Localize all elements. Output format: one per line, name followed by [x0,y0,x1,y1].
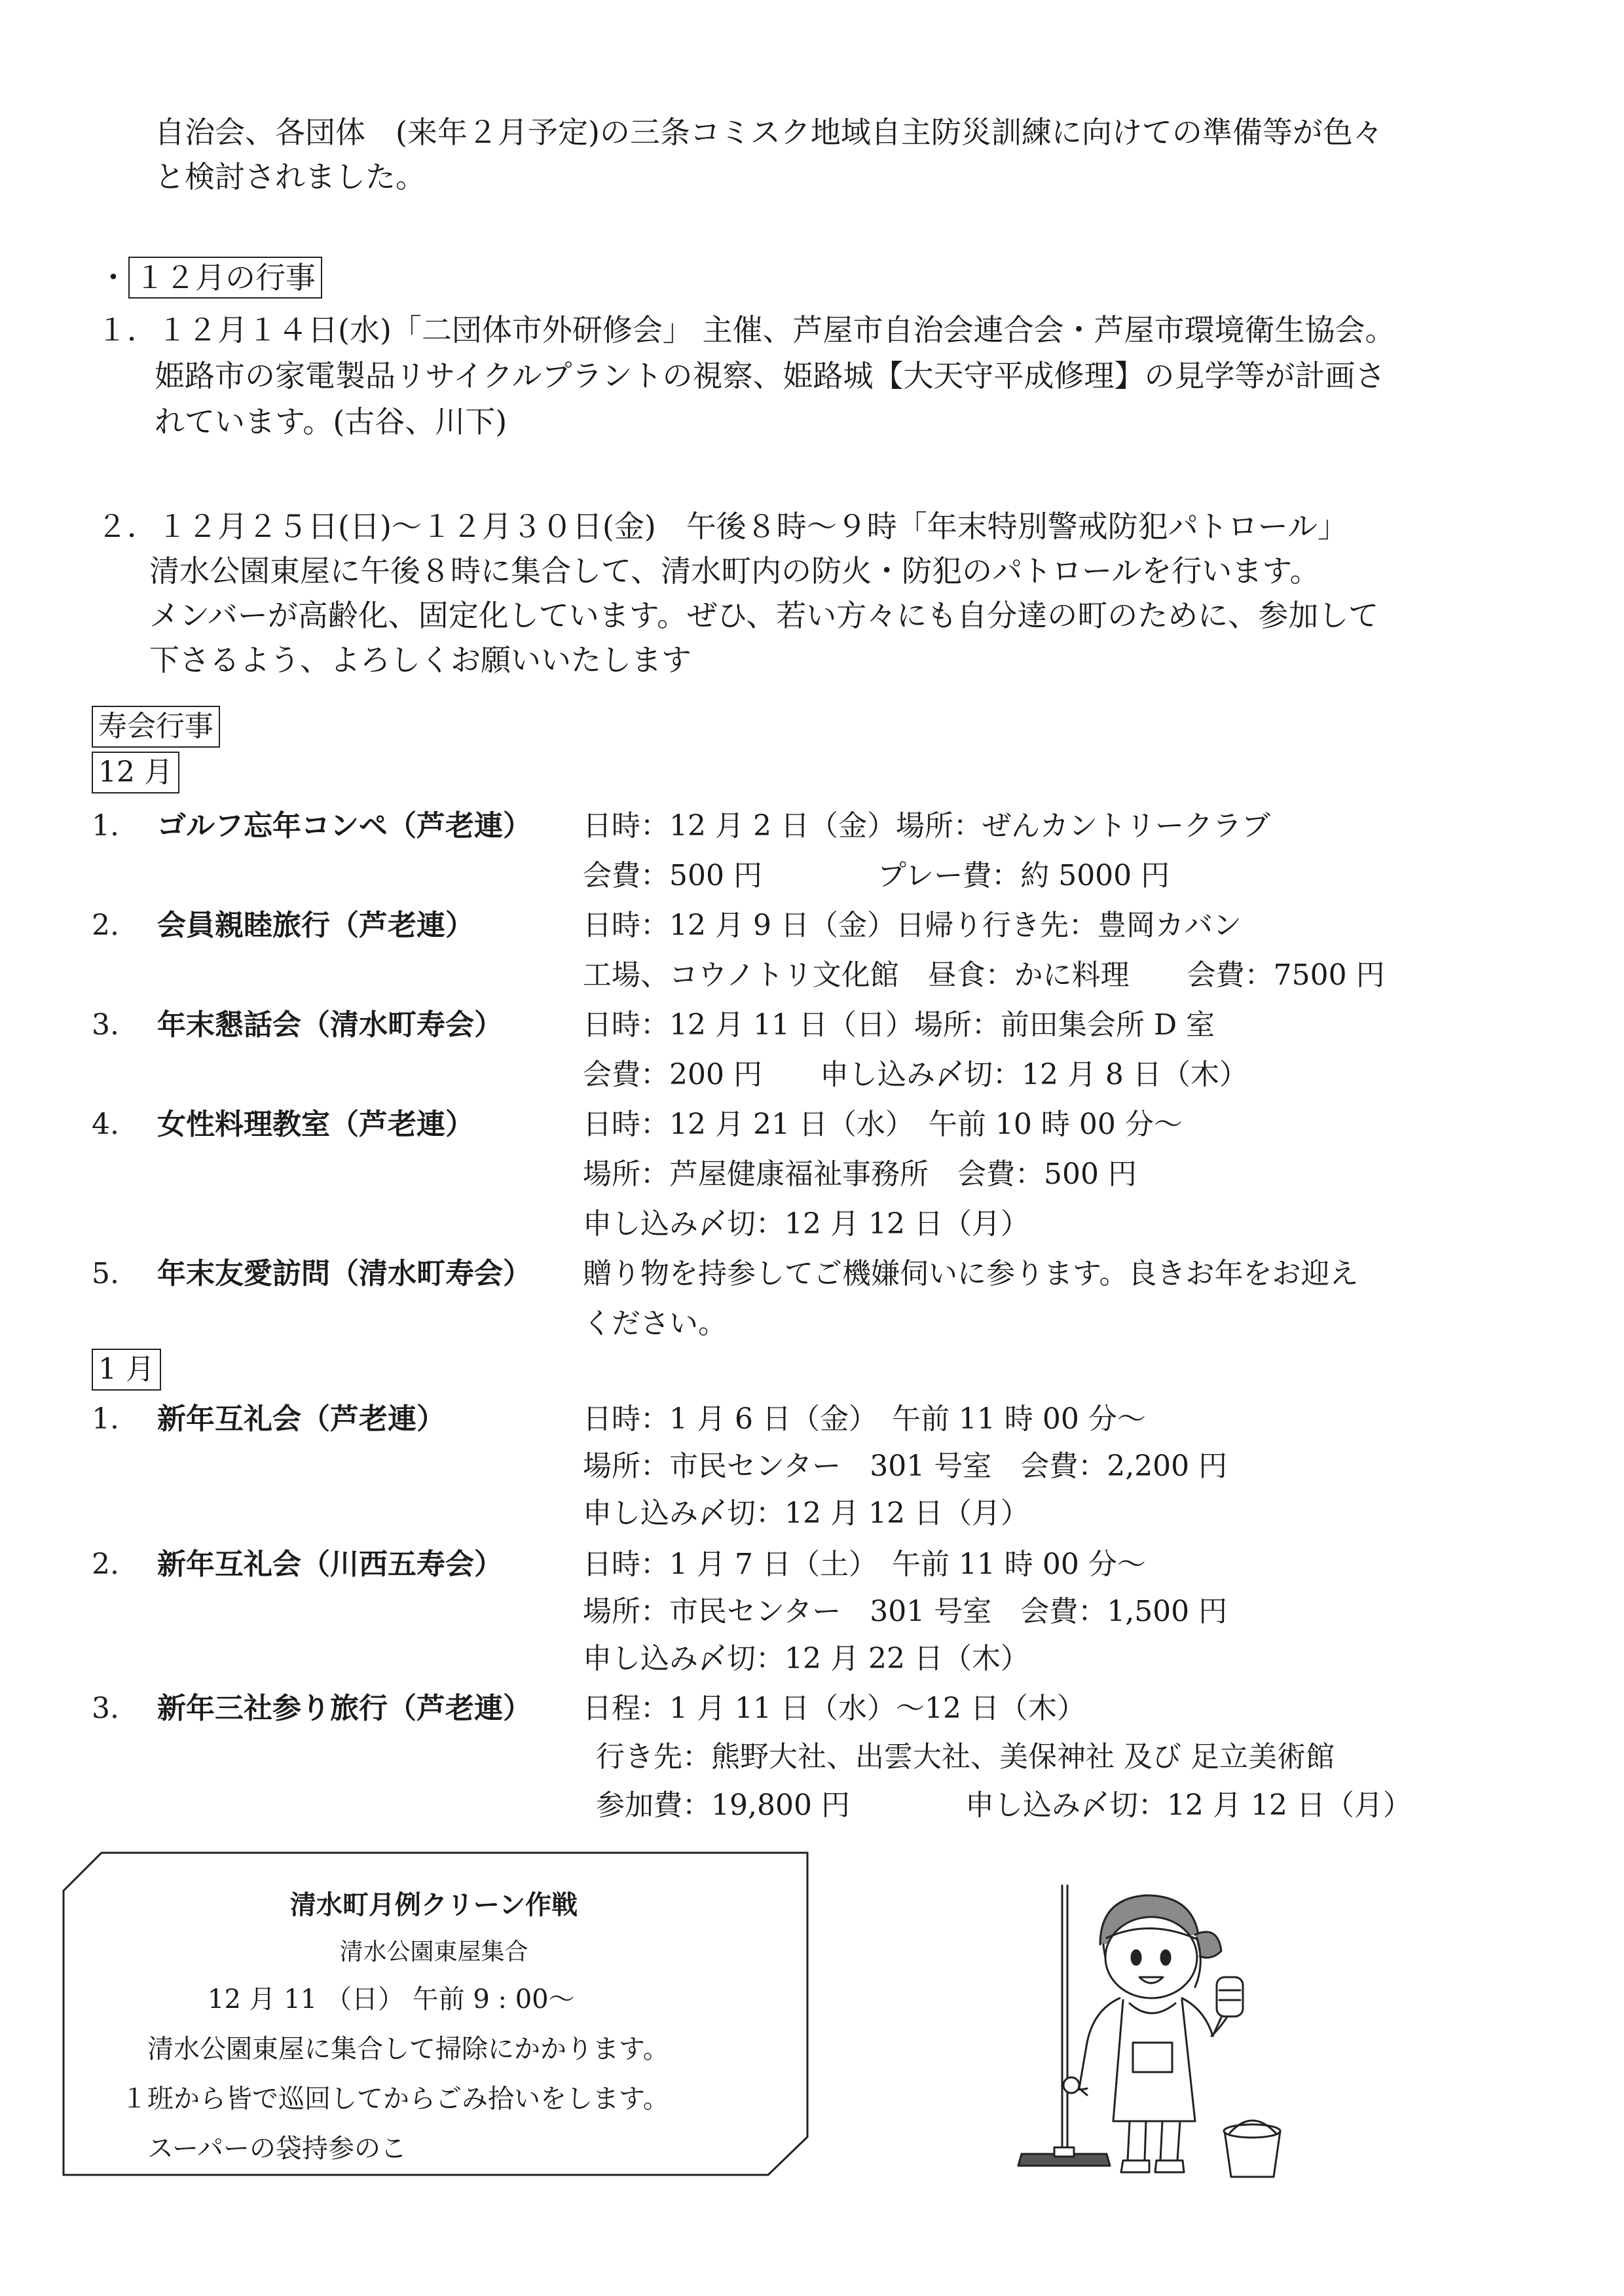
cleanup-subtitle: 清水公園東屋集合 [339,1939,528,1965]
dec-k4-title: 女性料理教室（芦老連） [157,1108,474,1141]
cleanup-line2: １班から皆で巡回してからごみ拾いをします。 [121,2084,669,2114]
dec-k3-line2: 会費：200 円 申し込み〆切：12 月 8 日（木） [583,1058,1248,1091]
jan-k1-title: 新年互礼会（芦老連） [157,1402,445,1436]
cleanup-line1: 清水公園東屋に集合して掃除にかかります。 [147,2034,669,2064]
dec-k5-line2: ください。 [583,1307,727,1340]
dec-item2-line3: メンバーが高齢化、固定化しています。ぜひ、若い方々にも自分達の町のために、参加して [149,598,1379,633]
intro-line-2: と検討されました。 [155,159,426,194]
dec-k2-line1: 日時：12 月 9 日（金）日帰り行き先：豊岡カバン [583,909,1242,942]
dec-k5-title: 年末友愛訪問（清水町寿会） [157,1257,532,1290]
dec-k4-line3: 申し込み〆切：12 月 12 日（月） [583,1207,1029,1241]
dec-k1-title: ゴルフ忘年コンペ（芦老連） [157,809,532,843]
dec-item2-line4: 下さるよう、よろしくお願いいたします [149,642,692,678]
kotobuki-heading: 寿会行事 [92,706,220,748]
jan-k1-num: 1. [92,1402,119,1436]
jan-k1-line2: 場所：市民センター 301 号室 会費：2,200 円 [583,1449,1228,1483]
intro-line-1: 自治会、各団体 (来年２月予定)の三条コミスク地域自主防災訓練に向けての準備等が色々 [155,115,1383,150]
dec-item2-line2: 清水公園東屋に午後８時に集合して、清水町内の防火・防犯のパトロールを行います。 [149,553,1320,589]
dec-k2-num: 2. [92,909,119,942]
kotobuki-heading-wrap [92,706,220,748]
jan-k1-line3: 申し込み〆切：12 月 12 日（月） [583,1497,1029,1530]
dec-label-wrap [92,752,179,793]
dec-k4-line1: 日時：12 月 21 日（水） 午前 10 時 00 分～ [583,1108,1183,1141]
jan-k2-line1: 日時：1 月 7 日（土） 午前 11 時 00 分～ [583,1548,1146,1581]
dec-k4-num: 4. [92,1108,119,1141]
cleanup-notice [62,1853,805,2174]
bullet: ・ [98,260,128,295]
dec-k1-line1: 日時：12 月 2 日（金）場所：ぜんカントリークラブ [583,809,1270,843]
cleanup-datetime: 12 月 11 （日） 午前 9 : 00～ [208,1984,575,2014]
dec-label: 12 月 [92,752,179,793]
dec-k3-num: 3. [92,1008,119,1042]
dec-k1-num: 1. [92,809,119,843]
jan-k3-line2: 行き先：熊野大社、出雲大社、美保神社 及び 足立美術館 [596,1740,1335,1774]
dec-item2-line1: ２．１２月２５日(日)～１２月３０日(金) 午後８時～９時「年末特別警戒防犯パトロール」 [97,509,1348,544]
cleanup-line3: スーパーの袋持参のこ [147,2134,407,2164]
dec-k3-line1: 日時：12 月 11 日（日）場所：前田集会所 D 室 [583,1008,1215,1042]
dec-k2-line2: 工場、コウノトリ文化館 昼食：かに料理 会費：7500 円 [583,958,1385,992]
dec-k1-line2: 会費：500 円 プレー費：約 5000 円 [583,859,1170,892]
jan-k3-line1: 日程：1 月 11 日（水）～12 日（木） [583,1692,1086,1725]
jan-label-wrap [92,1349,161,1391]
dec-item1-line2: 姫路市の家電製品リサイクルプラントの視察、姫路城【大天守平成修理】の見学等が計画さ [155,358,1386,393]
jan-k2-title: 新年互礼会（川西五寿会） [157,1548,503,1581]
jan-k3-title: 新年三社参り旅行（芦老連） [157,1692,532,1725]
december-heading-row [98,255,322,300]
dec-k3-title: 年末懇話会（清水町寿会） [157,1008,503,1042]
dec-k5-num: 5. [92,1257,119,1290]
jan-k2-line3: 申し込み〆切：12 月 22 日（木） [583,1642,1029,1675]
jan-k1-line1: 日時：1 月 6 日（金） 午前 11 時 00 分～ [583,1402,1146,1436]
dec-k5-line1: 贈り物を持参してご機嫌伺いに参ります。良きお年をお迎え [583,1257,1359,1290]
dec-k2-title: 会員親睦旅行（芦老連） [157,909,474,942]
cleaning-woman-illustration [1008,1872,1303,2187]
jan-label: 1 月 [92,1349,161,1391]
dec-item1-line1: １．１２月１４日(水)「二団体市外研修会」 主催、芦屋市自治会連合会・芦屋市環境衛生協会。 [97,312,1395,348]
cleanup-title: 清水町月例クリーン作戦 [289,1889,578,1920]
jan-k3-line3: 参加費：19,800 円 申し込み〆切：12 月 12 日（月） [596,1789,1412,1822]
jan-k2-line2: 場所：市民センター 301 号室 会費：1,500 円 [583,1595,1228,1628]
jan-k3-num: 3. [92,1692,119,1725]
december-heading: １２月の行事 [128,257,322,299]
dec-k4-line2: 場所：芦屋健康福祉事務所 会費：500 円 [583,1157,1137,1191]
jan-k2-num: 2. [92,1548,119,1581]
dec-item1-line3: れています。(古谷、川下) [155,404,507,439]
